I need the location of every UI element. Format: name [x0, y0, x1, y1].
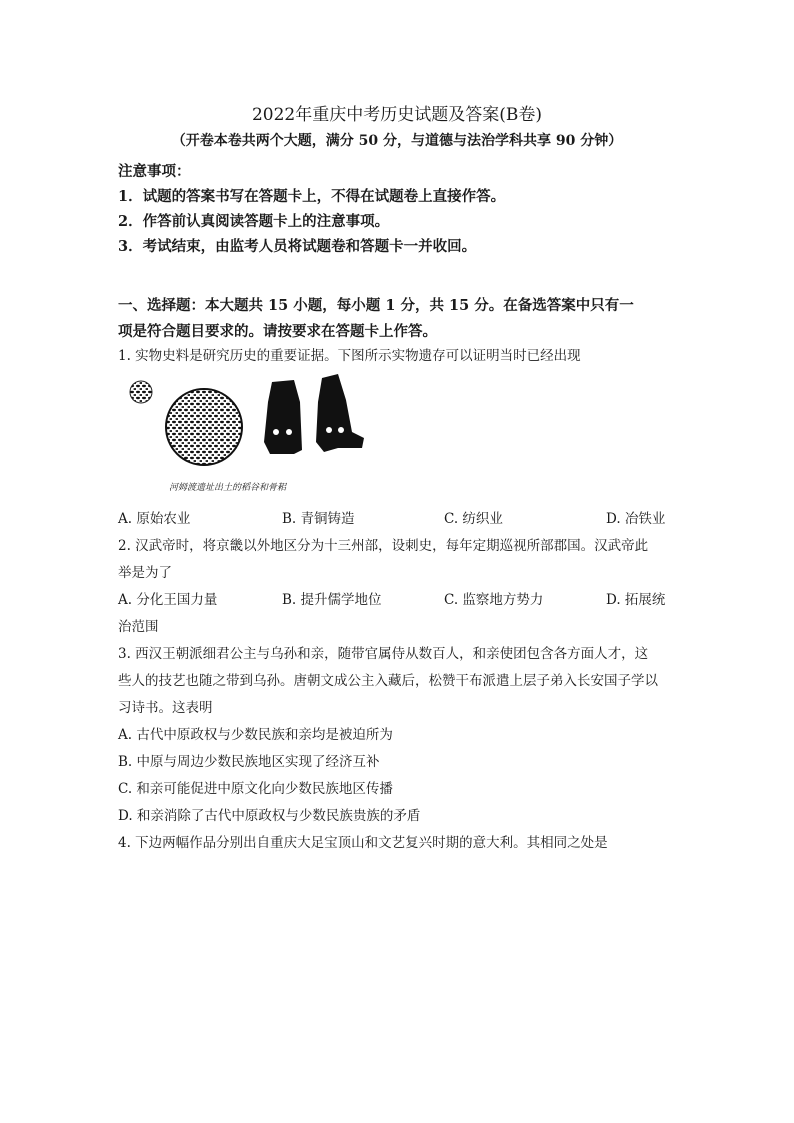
question-2-stem: 2. 汉武帝时，将京畿以外地区分为十三州部，设刺史，每年定期巡视所部郡国。汉武帝此: [118, 538, 649, 554]
note-item: 3．考试结束，由监考人员将试题卷和答题卡一并收回。: [118, 238, 477, 255]
question-1-stem: 1. 实物史料是研究历史的重要证据。下图所示实物遗存可以证明当时已经出现: [118, 348, 581, 364]
rice-and-bone-tools-image: [124, 372, 374, 497]
question-4-stem: 4. 下边两幅作品分别出自重庆大足宝顶山和文艺复兴时期的意大利。其相同之处是: [118, 835, 608, 851]
note-item: 1．试题的答案书写在答题卡上，不得在试题卷上直接作答。: [118, 188, 506, 205]
question-2-option-d-wrap: 治范围: [118, 619, 159, 635]
question-3-option-c: C. 和亲可能促进中原文化向少数民族地区传播: [118, 781, 393, 797]
question-2-option-b: B. 提升儒学地位: [282, 592, 382, 608]
question-1-option-a: A. 原始农业: [118, 511, 191, 527]
question-2-option-d: D. 拓展统: [606, 592, 666, 608]
question-2-option-a: A. 分化王国力量: [118, 592, 218, 608]
question-3-option-b: B. 中原与周边少数民族地区实现了经济互补: [118, 754, 380, 770]
section-heading: 一、选择题：本大题共 15 小题，每小题 1 分，共 15 分。在备选答案中只有一: [118, 297, 634, 314]
figure-caption: 河姆渡遗址出土的稻谷和骨耜: [169, 483, 287, 493]
question-1-option-d: D. 冶铁业: [606, 511, 666, 527]
question-3-stem: 3. 西汉王朝派细君公主与乌孙和亲，随带官属侍从数百人，和亲使团包含各方面人才，这: [118, 646, 649, 662]
question-3-stem-cont: 些人的技艺也随之带到乌孙。唐朝文成公主入藏后，松赞干布派遣上层子弟入长安国子学以: [118, 673, 658, 689]
section-heading-cont: 项是符合题目要求的。请按要求在答题卡上作答。: [118, 323, 437, 340]
page-title: 2022年重庆中考历史试题及答案(B卷): [251, 105, 543, 125]
page-subtitle: （开卷本卷共两个大题，满分 50 分，与道德与法治学科共享 90 分钟）: [171, 133, 623, 149]
note-item: 2．作答前认真阅读答题卡上的注意事项。: [118, 213, 390, 230]
question-1-option-b: B. 青铜铸造: [282, 511, 355, 527]
question-3-option-d: D. 和亲消除了古代中原政权与少数民族贵族的矛盾: [118, 808, 421, 824]
question-1-figure: [124, 372, 374, 497]
question-2-option-c: C. 监察地方势力: [444, 592, 544, 608]
question-2-stem-cont: 举是为了: [118, 565, 172, 581]
question-3-stem-cont: 习诗书。这表明: [118, 700, 213, 716]
notes-heading: 注意事项：: [118, 163, 191, 180]
question-1-option-c: C. 纺织业: [444, 511, 503, 527]
question-3-option-a: A. 古代中原政权与少数民族和亲均是被迫所为: [118, 727, 393, 743]
